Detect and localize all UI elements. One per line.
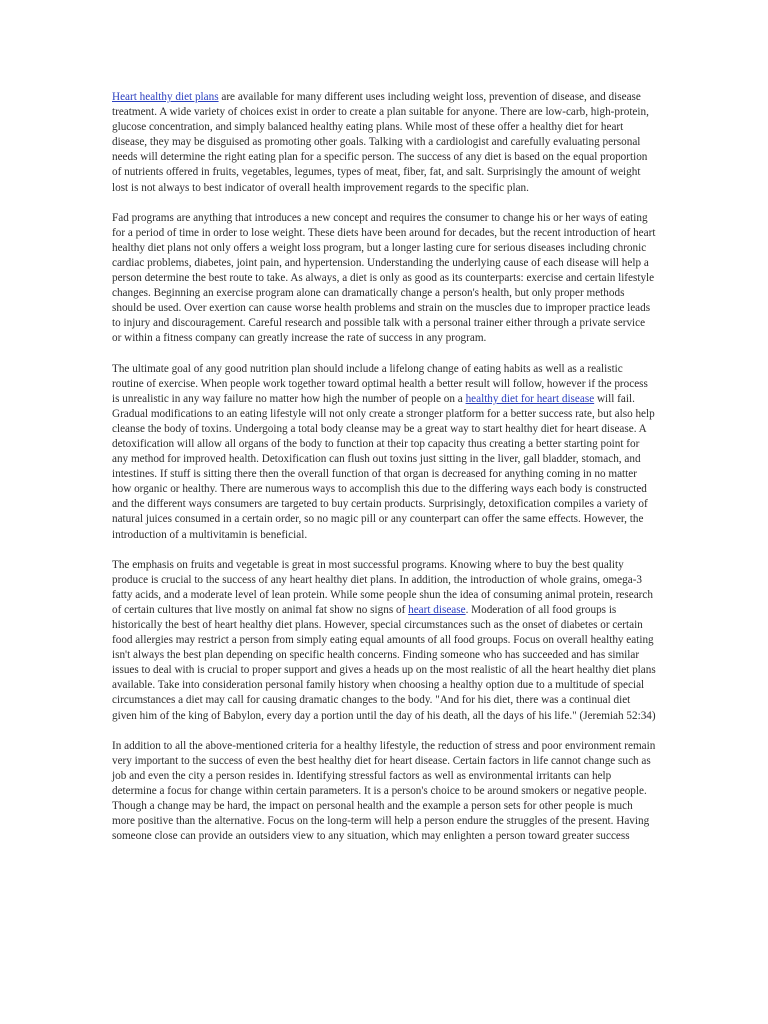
paragraph-4-text-after: . Moderation of all food groups is historically the best of heart healthy diet plans. However, special circumstances such as the onset of diabetes or certain food allergies may restrict a person from simply eating equal amounts of all food groups. Focus on overall healthy eating isn't always the best plan depending on specific health concerns. Finding someone who has succeeded and has similar issues to deal with is crucial to proper support and gives a heads up on the most realistic of all the heart healthy diet plans available. Take into consideration personal family history when choosing a healthy option due to a multitude of special circumstances a diet may call for causing dramatic changes to the body. "And for his diet, there was a continual diet given him of the king of Babylon, every day a portion until the day of his death, all the days of his life." (Jeremiah 52:34)	[112, 603, 656, 722]
paragraph-5	[112, 739, 657, 845]
paragraph-3-text-after: will fail. Gradual modifications to an eating lifestyle will not only create a stronger platform for a better success rate, but also help cleanse the body of toxins. Undergoing a total body cleanse may be a great way to start healthy diet for heart disease. A detoxification will allow all organs of the body to function at their top capacity thus creating a better starting point for any method for improved health. Detoxification can flush out toxins just sitting in the liver, gall bladder, stomach, and intestines. If stuff is sitting there then the overall function of that organ is decreased for anything coming in no matter how organic or healthy. There are numerous ways to accomplish this due to the differing ways each body is constructed and the different ways consumers are targeted to buy certain products. Surprisingly, detoxification compiles a variety of natural juices consumed in a certain order, so no magic pill or any counterpart can offer the same effects. However, the introduction of a multivitamin is beneficial.	[112, 392, 655, 541]
paragraph-2	[112, 211, 657, 347]
paragraph-4-text-before: The emphasis on fruits and vegetable is great in most successful programs. Knowing where to buy the best quality produce is crucial to the success of any heart healthy diet plans. In addition, the introduction of whole grains, omega-3 fatty acids, and a moderate level of lean protein. While some people shun the idea of consuming animal protein, research of certain cultures that live mostly on animal fat show no signs of	[112, 558, 653, 616]
paragraph-5-text: In addition to all the above-mentioned criteria for a healthy lifestyle, the reduction of stress and poor environment remain very important to the success of even the best healthy diet for heart disease. Certain factors in life cannot change such as job and even the city a person resides in. Identifying stressful factors as well as environmental irritants can help determine a focus for change within certain parameters. It is a person's choice to be around smokers or negative people. Though a change may be hard, the impact on personal health and the example a person sets for other people is much more positive than the alternative. Focus on the long-term will help a person endure the struggles of the present. Having someone close can provide an outsiders view to any situation, which may enlighten a person toward greater success	[112, 739, 656, 843]
link-healthy-diet-for-heart-disease[interactable]: healthy diet for heart disease	[465, 392, 595, 405]
paragraph-3-text-before: The ultimate goal of any good nutrition plan should include a lifelong change of eating habits as well as a realistic routine of exercise. When people work together toward optimal health a better result will follow, however if the process is unrealistic in any way failure no matter how high the number of people on a	[112, 362, 648, 405]
paragraph-2-text: Fad programs are anything that introduces a new concept and requires the consumer to change his or her ways of eating for a period of time in order to lose weight. These diets have been around for decades, but the recent introduction of heart healthy diet plans not only offers a weight loss program, but a longer lasting cure for serious diseases including chronic cardiac problems, diabetes, joint pain, and hypertension. Understanding the underlying cause of each disease will help a person determine the best route to take. As always, a diet is only as good as its counterparts: exercise and certain lifestyle changes. Beginning an exercise program alone can dramatically change a person's health, but only proper methods should be used. Over exertion can cause worse health problems and strain on the muscles due to improper practice leads to injury and discouragement. Careful research and possible talk with a personal trainer either through a private service or within a fitness company can greatly increase the rate of success in any program.	[112, 211, 656, 345]
paragraph-3	[112, 362, 657, 543]
paragraph-1	[112, 90, 657, 196]
paragraph-4	[112, 558, 657, 724]
link-heart-disease[interactable]: heart disease	[408, 603, 466, 616]
link-heart-healthy-diet-plans[interactable]: Heart healthy diet plans	[112, 91, 219, 103]
article-body	[112, 90, 657, 859]
paragraph-1-text: are available for many different uses including weight loss, prevention of disease, and disease treatment. A wide variety of choices exist in order to create a plan suitable for anyone. There are low-carb, high-protein, glucose concentration, and simply balanced healthy eating plans. While most of these offer a healthy diet for heart disease, they may be disguised as promoting other goals. Talking with a cardiologist and carefully evaluating personal needs will determine the right eating plan for a specific person. The success of any diet is based on the equal proportion of nutrients offered in fruits, vegetables, legumes, types of meat, fiber, fat, and salt. Surprisingly the amount of weight lost is not always to best indicator of overall health improvement regards to the specific plan.	[112, 91, 649, 194]
